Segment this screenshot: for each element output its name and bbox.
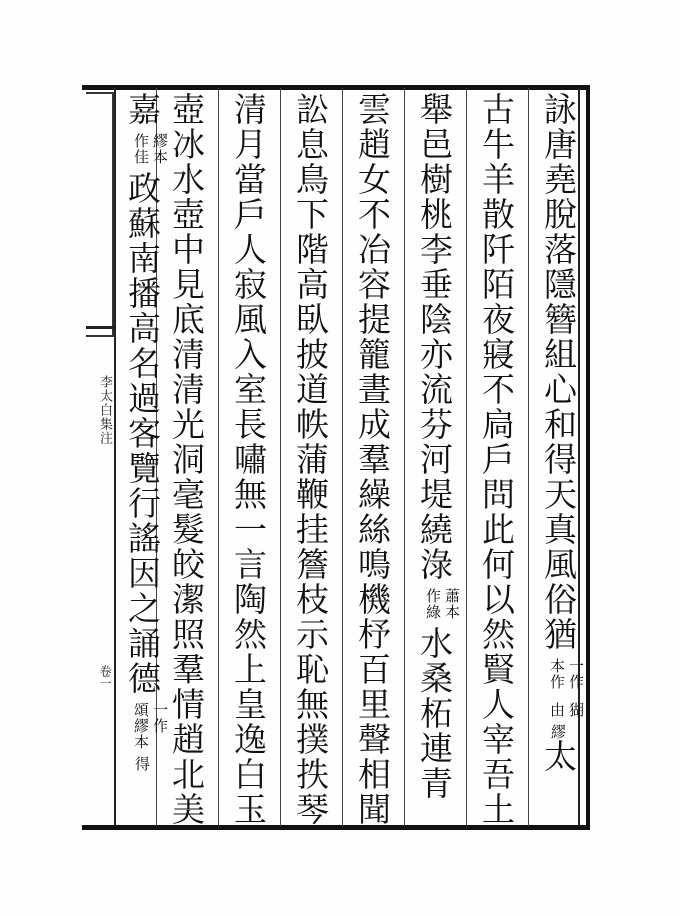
annotation-left: 頌繆本 — [132, 702, 150, 750]
column-5-text: 訟息鳥下階高臥披道帙蒲鞭挂簷枝示恥無撲抶琴 — [291, 92, 330, 827]
text-column-6 — [222, 92, 274, 827]
fold-top-mark — [86, 92, 114, 337]
text-column-3 — [408, 92, 460, 822]
column-7-text: 壺冰水壺中見底清清光洞毫髮皎潔照羣情趙北美 — [167, 92, 206, 827]
column-divider — [218, 88, 219, 826]
column-8-annotation-3: 得 — [133, 756, 151, 771]
annotation-right: 繆本 — [151, 133, 169, 165]
column-divider — [404, 88, 405, 826]
text-column-8 — [116, 92, 168, 822]
fold-title: 李太白集注 — [97, 375, 112, 445]
fold-page-number: 卷一 — [98, 665, 112, 689]
text-column-4 — [346, 92, 398, 827]
column-8-annotation-2 — [132, 702, 168, 750]
column-divider — [342, 88, 343, 826]
column-8-annotation — [132, 133, 168, 165]
column-divider — [528, 88, 529, 826]
column-3-annotation — [424, 588, 460, 620]
column-1-annotation-2 — [548, 702, 584, 718]
annotation-right: 蕭本 — [443, 588, 461, 620]
column-1-text: 詠唐堯脫落隱簪組心和得天真風俗猶 — [539, 92, 578, 652]
column-8-text-middle: 政蘇南播高名過客覽行謠因之誦德 — [123, 171, 162, 696]
column-1-annotation-3: 繆 — [549, 724, 567, 739]
annotation-left: 作佳 — [132, 133, 150, 165]
text-column-1 — [532, 92, 584, 822]
column-1-annotation — [548, 658, 584, 690]
annotation-right: 一作 — [567, 658, 585, 690]
column-divider — [280, 88, 281, 826]
column-6-text: 清月當戶人寂風入室長嘯無一言陶然上皇逸白玉 — [229, 92, 268, 827]
column-3-text-end: 水桑柘連青 — [415, 626, 454, 801]
column-divider — [466, 88, 467, 826]
fold-fish-tail — [86, 315, 114, 329]
column-1-text-end: 太 — [539, 739, 578, 774]
column-2-text: 古牛羊散阡陌夜寢不扃戶問此何以然賢人宰吾土 — [477, 92, 516, 827]
column-4-text: 雲趙女不冶容提籠晝成羣繰絲鳴機杼百里聲相聞 — [353, 92, 392, 827]
annotation-right: 猢 — [567, 702, 585, 718]
text-column-2 — [470, 92, 522, 827]
column-3-text: 舉邑樹桃李垂陰亦流芬河堤繞淥 — [415, 92, 454, 582]
annotation-left: 作綠 — [424, 588, 442, 620]
text-column-5 — [284, 92, 336, 827]
annotation-left: 由 — [548, 702, 566, 718]
annotation-left: 本作 — [548, 658, 566, 690]
column-8-text: 嘉 — [123, 92, 162, 127]
annotation-right: 一作 — [151, 702, 169, 734]
